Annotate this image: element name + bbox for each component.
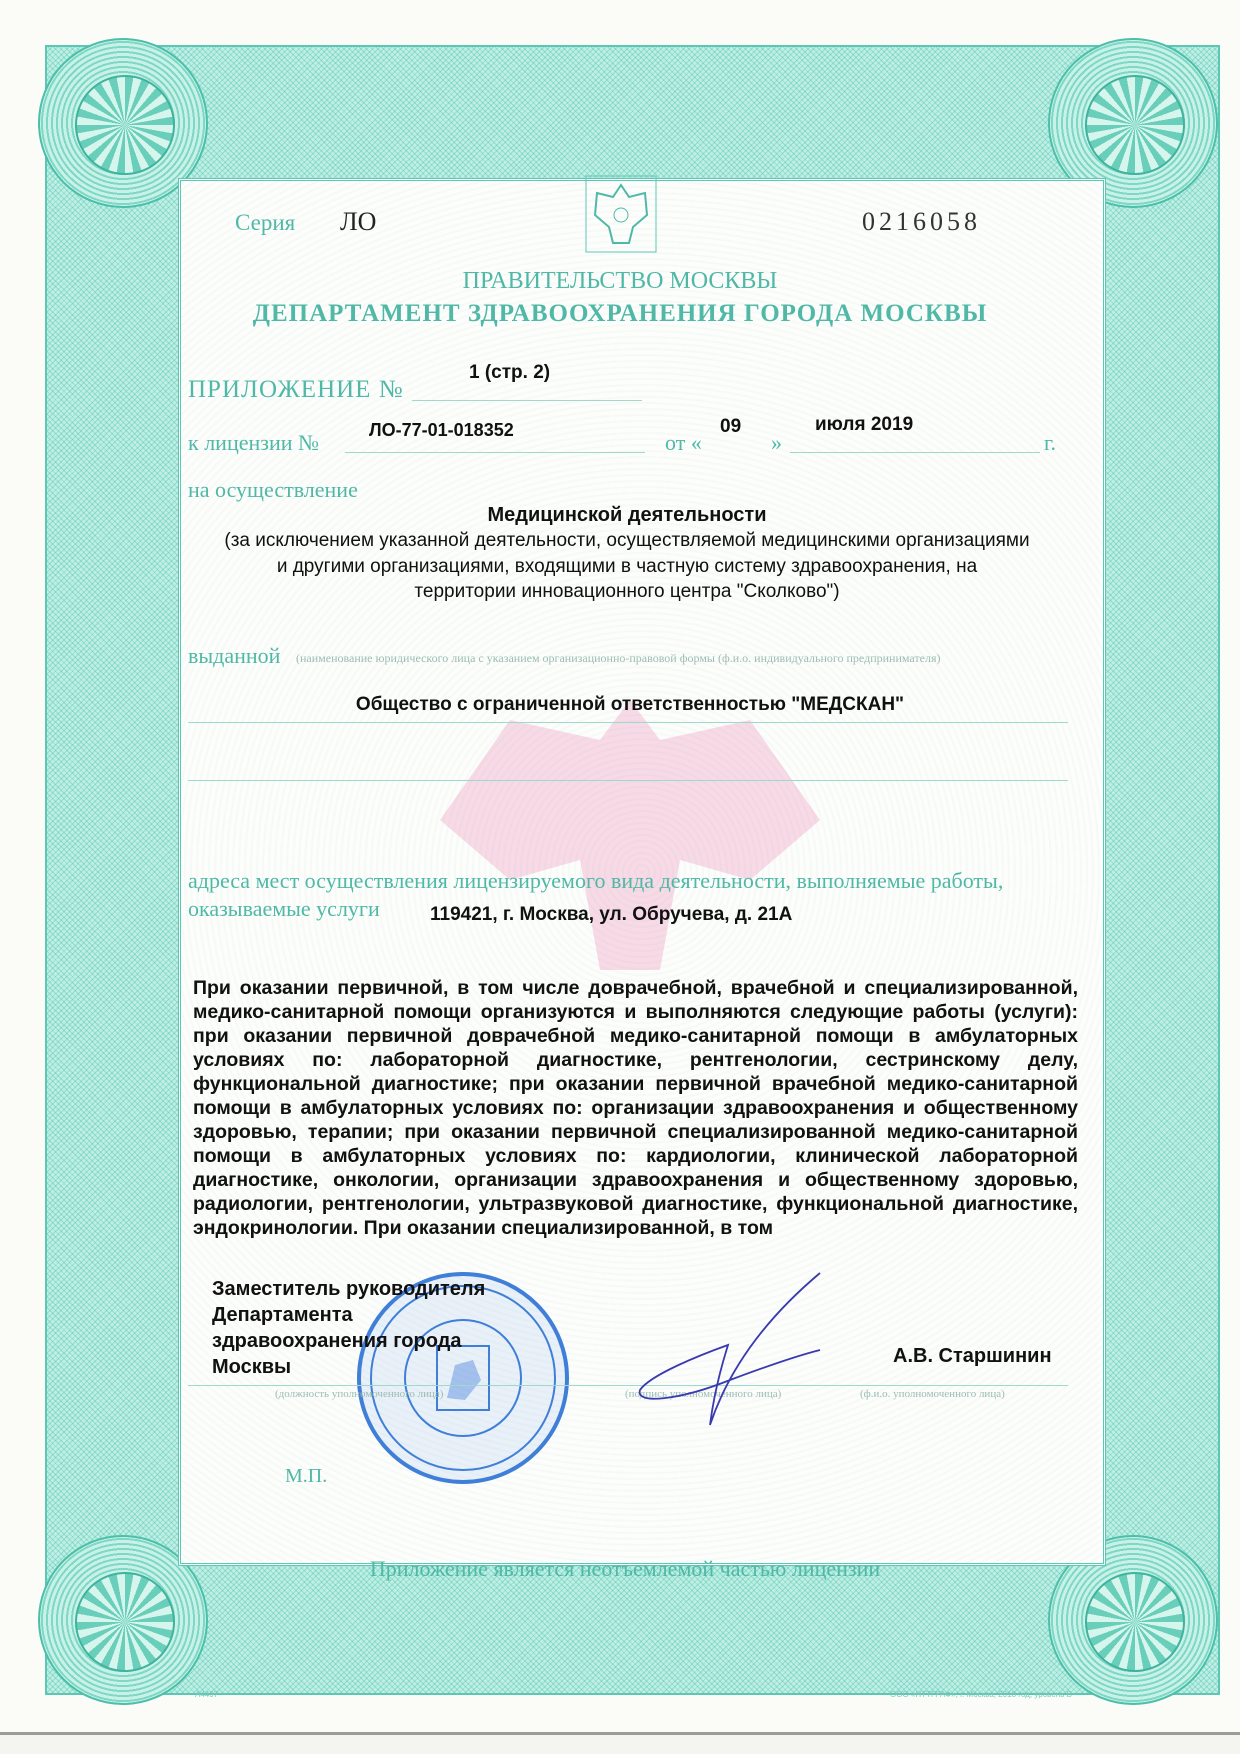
position-line: Заместитель руководителя: [212, 1278, 486, 1300]
position-line: здравоохранения города: [212, 1330, 462, 1352]
activity-label: на осуществление: [188, 477, 358, 502]
year-suffix: г.: [1044, 430, 1057, 455]
address-label-2: оказываемые услуги: [188, 896, 380, 921]
series-label: Серия: [235, 210, 296, 235]
address-label: адреса мест осуществления лицензируемого вида деятельности, выполняемые работы,: [188, 868, 1004, 893]
seal-label: М.П.: [285, 1465, 328, 1487]
license-label: к лицензии №: [188, 430, 319, 455]
printer-info: ООО «НТТГРАФ», г. Москва, 2018 год, уровень В: [890, 1690, 1072, 1699]
issued-caption: (наименование юридического лица с указанием организационно-правовой формы (ф.и.о. индивидуального предпринимателя): [296, 651, 941, 665]
close-quote: »: [771, 430, 782, 455]
services-text: При оказании первичной, в том числе доврачебной, врачебной и специализированной, медико-санитарной помощи организуются и выполняются следующие работы (услуги): при оказании первичной доврачебной медико-санитарной помощи в амбулаторных условиях по: лабораторной диагностике, рентгенологии, сестринскому делу, функциональной диагностике; при оказании первичной врачебной медико-санитарной помощи в амбулаторных условиях по: организации здравоохранения и общественному здоровью, терапии; при оказании первичной специализированной медико-санитарной помощи в амбулаторных условиях по: кардиологии, клинической лабораторной диагностике, онкологии, организации здравоохранения и общественному здоровью, радиологии, рентгенологии, ультразвуковой диагностике, функциональной диагностике, эндокринологии. При оказании специализированной, в том: [193, 977, 1078, 1239]
activity-line: и другими организациями, входящими в частную систему здравоохранения, на: [276, 555, 978, 577]
license-month-year: июля 2019: [815, 414, 914, 435]
department-title: ДЕПАРТАМЕНТ ЗДРАВООХРАНЕНИЯ ГОРОДА МОСКВЫ: [252, 300, 988, 327]
appendix-label: ПРИЛОЖЕНИЕ №: [188, 376, 404, 403]
coat-of-arms-icon: [585, 175, 657, 253]
handwritten-signature: [620, 1265, 840, 1435]
series-value: ЛО: [340, 207, 377, 236]
position-caption: (должность уполномоченного лица): [275, 1388, 444, 1400]
from-label: от «: [665, 430, 702, 455]
signature-caption: (подпись уполномоченного лица): [625, 1388, 782, 1400]
eagle-watermark-icon: [420, 680, 840, 980]
name-caption: (ф.и.о. уполномоченного лица): [860, 1388, 1005, 1400]
position-line: Москвы: [212, 1356, 292, 1378]
signatory-position: [212, 1276, 485, 1380]
appendix-number: 1 (стр. 2): [469, 362, 551, 383]
address-value: 119421, г. Москва, ул. Обручева, д. 21А: [430, 904, 793, 925]
license-number: 0216058: [862, 207, 981, 236]
signatory-name: А.В. Старшинин: [893, 1345, 1052, 1367]
license-day: 09: [720, 416, 742, 437]
issued-to: Общество с ограниченной ответственностью "МЕДСКАН": [355, 694, 905, 715]
activity-line: территории инновационного центра "Сколково"): [414, 581, 840, 602]
issued-label: выданной: [188, 643, 281, 668]
license-value: ЛО-77-01-018352: [369, 420, 514, 440]
activity-line: (за исключением указанной деятельности, осуществляемой медицинскими организациями: [224, 530, 1030, 551]
footer-note: Приложение является неотъемлемой частью лицензии: [369, 1556, 881, 1581]
position-line: Департамента: [212, 1304, 353, 1326]
form-code: А4407: [195, 1690, 219, 1699]
government-title: ПРАВИТЕЛЬСТВО МОСКВЫ: [462, 268, 778, 294]
activity-description: [0, 528, 1240, 605]
activity-title: Медицинской деятельности: [487, 504, 767, 526]
